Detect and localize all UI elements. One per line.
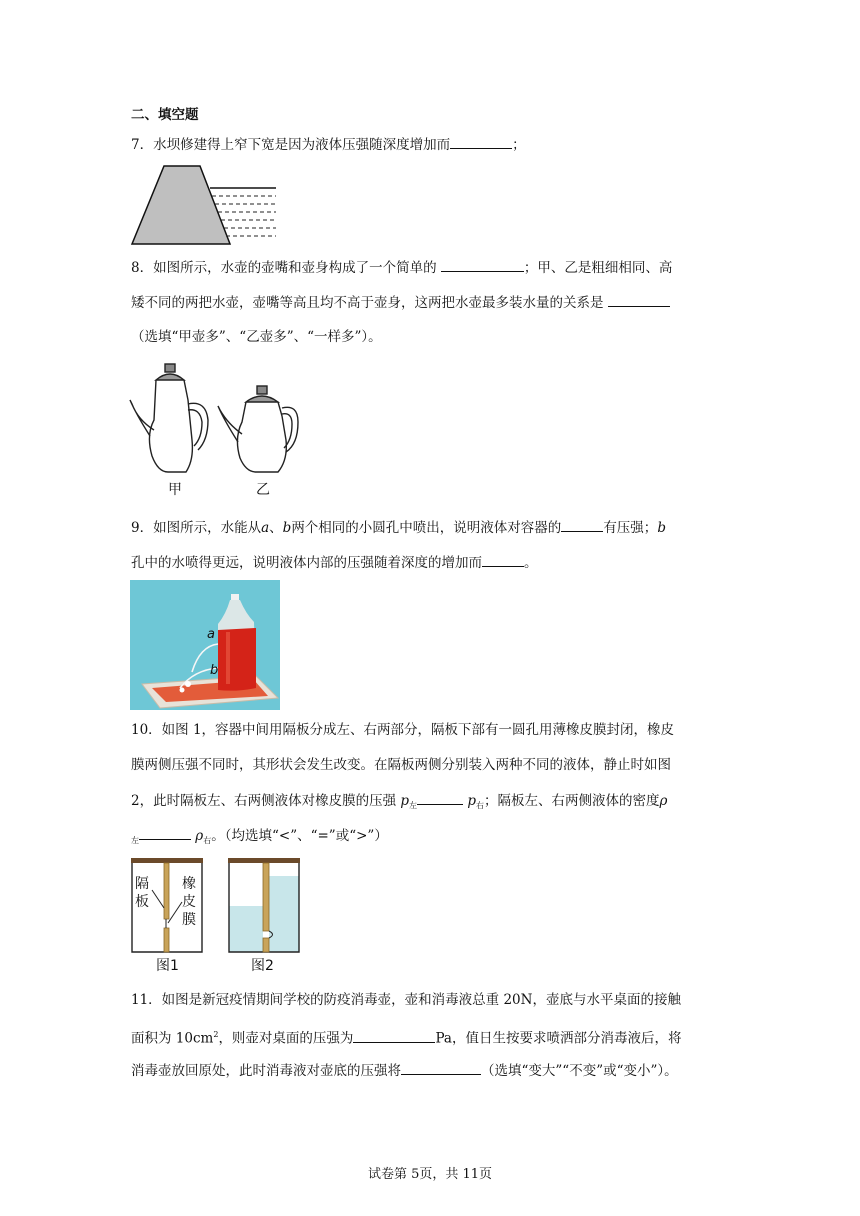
q9-text-1b: 两个相同的小圆孔中喷出，说明液体对容器的 (291, 520, 562, 536)
fig2-label: 图2 (251, 958, 274, 974)
q10-sub-right: 右 (476, 801, 484, 810)
q10-text-4b: 。（均选填“<”、“=”或“>”） (211, 828, 388, 844)
q10-rho-right: ρ (195, 828, 204, 844)
q9-answer-blank-1[interactable] (561, 517, 603, 532)
fig1-partition-label-2: 板 (135, 894, 149, 910)
kettle-jia-label: 甲 (168, 482, 182, 498)
q7-text-end: ； (512, 137, 526, 153)
fig1-membrane-label-1: 橡 (182, 876, 196, 892)
question-10-line-1: 10．如图 1，容器中间用隔板分成左、右两部分，隔板下部有一圆孔用薄橡皮膜封闭，橡皮 (131, 722, 675, 738)
q8-text-1: 8．如图所示，水壶的壶嘴和壶身构成了一个简单的 (131, 260, 437, 276)
q9-var-b2: b (657, 520, 666, 536)
q9-sep: 、 (269, 520, 283, 536)
kettle-yi (218, 386, 298, 472)
q8-text-1b: ；甲、乙是粗细相同、高 (523, 260, 673, 276)
q9-text-1a: 9．如图所示，水能从 (131, 520, 262, 536)
question-11-line-2 (131, 1025, 681, 1049)
dam-figure (130, 164, 278, 246)
question-9-line-2 (131, 552, 538, 573)
q9-answer-blank-2[interactable] (482, 552, 524, 567)
q10-text-3b: ；隔板左、右两侧液体的密度 (484, 793, 660, 809)
question-10-line-2: 膜两侧压强不同时，其形状会发生改变。在隔板两侧分别装入两种不同的液体，静止时如图 (131, 757, 671, 773)
photo-label-b: b (210, 663, 219, 678)
dam-shape (132, 166, 230, 244)
q10-text-3a: 2，此时隔板左、右两侧液体对橡皮膜的压强 (131, 793, 397, 809)
fig1-partition-label-1: 隔 (135, 876, 149, 892)
q11-text-3b: （选填“变大”“不变”或“变小”）。 (481, 1063, 678, 1079)
kettle-yi-label: 乙 (256, 482, 270, 498)
q8-answer-blank-1[interactable] (441, 257, 524, 272)
figure-2 (228, 858, 300, 952)
q11-superscript: 2 (213, 1030, 219, 1039)
container-figures (128, 856, 308, 976)
q11-text-3a: 消毒壶放回原处，此时消毒液对壶底的压强将 (131, 1063, 401, 1079)
photo-label-a: a (207, 627, 215, 642)
fig1-membrane-label-2: 皮 (182, 894, 196, 910)
kettle-jia (130, 364, 208, 472)
q11-answer-blank-2[interactable] (401, 1060, 481, 1075)
question-7 (131, 134, 526, 155)
q11-text-2c: Pa，值日生按要求喷洒部分消毒液后，将 (435, 1030, 682, 1047)
q11-text-2b: ，则壶对桌面的压强为 (218, 1030, 354, 1047)
kettles-figure (128, 360, 300, 500)
q9-text-2a: 孔中的水喷得更远，说明液体内部的压强随着深度的增加而 (131, 555, 482, 571)
q10-answer-blank-1[interactable] (417, 790, 463, 805)
fig1-membrane-label-3: 膜 (182, 912, 196, 928)
q10-p-right: p (467, 793, 476, 809)
q10-p-left: p (400, 793, 410, 809)
q9-var-b: b (282, 520, 292, 536)
q10-sub-rho-right: 右 (203, 836, 212, 845)
question-8-line-2 (131, 292, 670, 313)
q10-sub-left: 左 (409, 801, 418, 810)
q9-var-a: a (261, 520, 270, 536)
q7-answer-blank[interactable] (450, 134, 512, 149)
question-9-line-1 (131, 517, 666, 538)
question-8-line-1 (131, 257, 672, 278)
question-11-line-3 (131, 1060, 678, 1081)
q9-text-1c: 有压强； (603, 520, 658, 536)
q10-rho-left: ρ (659, 793, 668, 809)
q10-sub-rho-left: 左 (131, 836, 139, 845)
page-footer: 试卷第 5页，共 11页 (367, 1167, 493, 1182)
q8-text-2: 矮不同的两把水壶，壶嘴等高且均不高于壶身，这两把水壶最多装水量的关系是 (131, 295, 604, 311)
q8-answer-blank-2[interactable] (608, 292, 670, 307)
question-10-line-4 (131, 825, 388, 851)
q10-answer-blank-2[interactable] (139, 825, 191, 840)
q11-text-2a: 面积为 10cm (131, 1030, 214, 1047)
fig1-label: 图1 (156, 958, 179, 974)
q11-answer-blank-1[interactable] (353, 1028, 435, 1043)
question-10-line-3 (131, 790, 667, 816)
bottle-photo (130, 580, 280, 710)
section-title: 二、填空题 (131, 107, 199, 123)
figure-1 (131, 858, 203, 952)
q9-text-2b: 。 (524, 555, 538, 571)
question-8-line-3: （选填“甲壶多”、“乙壶多”、“一样多”）。 (131, 329, 382, 345)
q7-text: 7．水坝修建得上窄下宽是因为液体压强随深度增加而 (131, 137, 451, 153)
question-11-line-1: 11．如图是新冠疫情期间学校的防疫消毒壶，壶和消毒液总重 20N，壶底与水平桌面的接触 (131, 992, 681, 1008)
